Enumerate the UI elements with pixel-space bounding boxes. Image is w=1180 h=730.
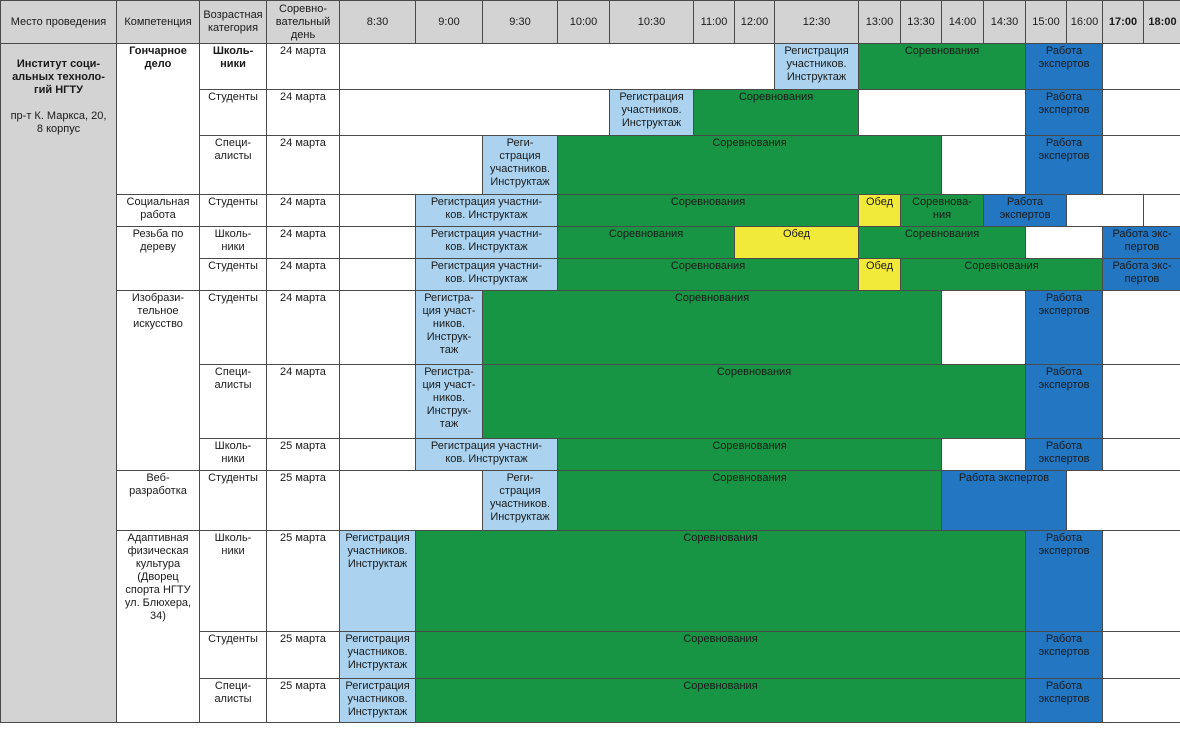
experts-block: Работа экспертов	[1026, 365, 1103, 439]
header-time: 15:00	[1026, 1, 1067, 44]
experts-block: Работа экспертов	[1026, 679, 1103, 723]
day-cell: 25 марта	[267, 679, 340, 723]
competence-cell: Социальная работа	[117, 195, 200, 227]
day-cell: 24 марта	[267, 227, 340, 259]
competition-block: Соревнования	[558, 259, 859, 291]
empty-slot	[1103, 136, 1180, 195]
registration-block: Регистра- ция участ- ников. Инструк- таж	[416, 365, 483, 439]
header-time: 9:00	[416, 1, 483, 44]
competition-block: Соревнования	[416, 679, 1026, 723]
age-cell: Студенты	[200, 632, 267, 679]
header-time: 14:30	[984, 1, 1026, 44]
experts-block: Работа экспертов	[1026, 439, 1103, 471]
header-time: 13:00	[859, 1, 901, 44]
competition-block: Соревнования	[416, 632, 1026, 679]
empty-slot	[340, 439, 416, 471]
age-cell: Студенты	[200, 291, 267, 365]
venue-name: Институт соци- альных техноло- гий НГТУ	[12, 58, 105, 96]
age-cell: Студенты	[200, 195, 267, 227]
header-time: 8:30	[340, 1, 416, 44]
day-cell: 24 марта	[267, 259, 340, 291]
header-time: 14:00	[942, 1, 984, 44]
header-competence: Компетенция	[117, 1, 200, 44]
header-time: 10:00	[558, 1, 610, 44]
venue-address: пр-т К. Маркса, 20, 8 корпус	[10, 110, 107, 135]
lunch-block: Обед	[735, 227, 859, 259]
registration-block: Регистрация участников. Инструктаж	[340, 531, 416, 632]
empty-slot	[942, 291, 1026, 365]
header-time: 17:00	[1103, 1, 1144, 44]
registration-block: Реги- страция участников. Инструктаж	[483, 471, 558, 531]
experts-block: Работа экс- пертов	[1103, 259, 1180, 291]
empty-slot	[340, 227, 416, 259]
header-time: 9:30	[483, 1, 558, 44]
empty-slot	[1103, 439, 1180, 471]
competition-block: Соревнования	[558, 227, 735, 259]
competition-block: Соревнования	[558, 136, 942, 195]
header-row	[1, 1, 1180, 44]
empty-slot	[1103, 679, 1180, 723]
registration-block: Регистрация участни- ков. Инструктаж	[416, 259, 558, 291]
age-cell: Школь- ники	[200, 439, 267, 471]
header-age: Возрастная категория	[200, 1, 267, 44]
registration-block: Регистрация участников. Инструктаж	[340, 632, 416, 679]
table-row	[1, 195, 1180, 227]
lunch-block: Обед	[859, 259, 901, 291]
empty-slot	[340, 471, 483, 531]
empty-slot	[1103, 291, 1180, 365]
registration-block: Регистра- ция участ- ников. Инструк- таж	[416, 291, 483, 365]
empty-slot	[1103, 531, 1180, 632]
competition-block: Соревнования	[416, 531, 1026, 632]
empty-slot	[1103, 44, 1180, 90]
registration-block: Регистрация участни- ков. Инструктаж	[416, 195, 558, 227]
table-row	[1, 471, 1180, 531]
competition-block: Соревнования	[901, 259, 1103, 291]
table-row	[1, 227, 1180, 259]
competition-block: Соревнования	[558, 195, 859, 227]
age-cell: Школь- ники	[200, 44, 267, 90]
registration-block: Регистрация участников. Инструктаж	[340, 679, 416, 723]
competence-cell: Резьба по дереву	[117, 227, 200, 291]
empty-slot	[1103, 365, 1180, 439]
experts-block: Работа экспертов	[1026, 90, 1103, 136]
registration-block: Регистрация участников. Инструктаж	[610, 90, 694, 136]
header-time: 11:00	[694, 1, 735, 44]
header-time: 10:30	[610, 1, 694, 44]
age-cell: Специ- алисты	[200, 365, 267, 439]
competition-block: Соревнования	[558, 439, 942, 471]
competence-cell: Гончарное дело	[117, 44, 200, 195]
experts-block: Работа экспертов	[984, 195, 1067, 227]
competition-block: Соревнования	[483, 365, 1026, 439]
experts-block: Работа экспертов	[1026, 531, 1103, 632]
empty-slot	[1026, 227, 1103, 259]
competence-cell: Веб- разработка	[117, 471, 200, 531]
empty-slot	[340, 90, 610, 136]
experts-block: Работа экспертов	[1026, 291, 1103, 365]
experts-block: Работа экс- пертов	[1103, 227, 1180, 259]
empty-slot	[1103, 90, 1180, 136]
table-row	[1, 531, 1180, 632]
empty-slot	[1067, 471, 1180, 531]
empty-slot	[942, 439, 1026, 471]
competition-block: Соревнования	[859, 227, 1026, 259]
empty-slot	[340, 44, 775, 90]
day-cell: 25 марта	[267, 531, 340, 632]
age-cell: Студенты	[200, 471, 267, 531]
competition-block: Соревнования	[483, 291, 942, 365]
age-cell: Школь- ники	[200, 531, 267, 632]
day-cell: 24 марта	[267, 44, 340, 90]
empty-slot	[859, 90, 1026, 136]
lunch-block: Обед	[859, 195, 901, 227]
registration-block: Регистрация участни- ков. Инструктаж	[416, 227, 558, 259]
table-row	[1, 291, 1180, 365]
day-cell: 24 марта	[267, 136, 340, 195]
table-row	[1, 44, 1180, 90]
competence-cell: Адаптивная физическая культура (Дворец спорта НГТУ ул. Блюхера, 34)	[117, 531, 200, 723]
header-time: 12:30	[775, 1, 859, 44]
competition-block: Соревнования	[859, 44, 1026, 90]
competition-block: Соревнова- ния	[901, 195, 984, 227]
empty-slot	[942, 136, 1026, 195]
competition-block: Соревнования	[558, 471, 942, 531]
header-time: 18:00	[1144, 1, 1180, 44]
day-cell: 24 марта	[267, 365, 340, 439]
age-cell: Школь- ники	[200, 227, 267, 259]
registration-block: Реги- страция участников. Инструктаж	[483, 136, 558, 195]
day-cell: 24 марта	[267, 90, 340, 136]
empty-slot	[1067, 195, 1144, 227]
day-cell: 25 марта	[267, 632, 340, 679]
empty-slot	[340, 291, 416, 365]
competition-block: Соревнования	[694, 90, 859, 136]
age-cell: Специ- алисты	[200, 679, 267, 723]
experts-block: Работа экспертов	[1026, 44, 1103, 90]
registration-block: Регистрация участников. Инструктаж	[775, 44, 859, 90]
experts-block: Работа экспертов	[942, 471, 1067, 531]
experts-block: Работа экспертов	[1026, 632, 1103, 679]
day-cell: 25 марта	[267, 439, 340, 471]
day-cell: 24 марта	[267, 291, 340, 365]
registration-block: Регистрация участни- ков. Инструктаж	[416, 439, 558, 471]
empty-slot	[340, 259, 416, 291]
empty-slot	[1103, 632, 1180, 679]
day-cell: 24 марта	[267, 195, 340, 227]
header-time: 16:00	[1067, 1, 1103, 44]
header-day: Соревно- вательный день	[267, 1, 340, 44]
experts-block: Работа экспертов	[1026, 136, 1103, 195]
age-cell: Студенты	[200, 90, 267, 136]
header-time: 13:30	[901, 1, 942, 44]
header-venue: Место проведения	[1, 1, 117, 44]
header-time: 12:00	[735, 1, 775, 44]
age-cell: Специ- алисты	[200, 136, 267, 195]
empty-slot	[340, 195, 416, 227]
empty-slot	[340, 136, 483, 195]
competence-cell: Изобрази- тельное искусство	[117, 291, 200, 471]
age-cell: Студенты	[200, 259, 267, 291]
venue-cell	[1, 44, 117, 723]
empty-slot	[340, 365, 416, 439]
day-cell: 25 марта	[267, 471, 340, 531]
